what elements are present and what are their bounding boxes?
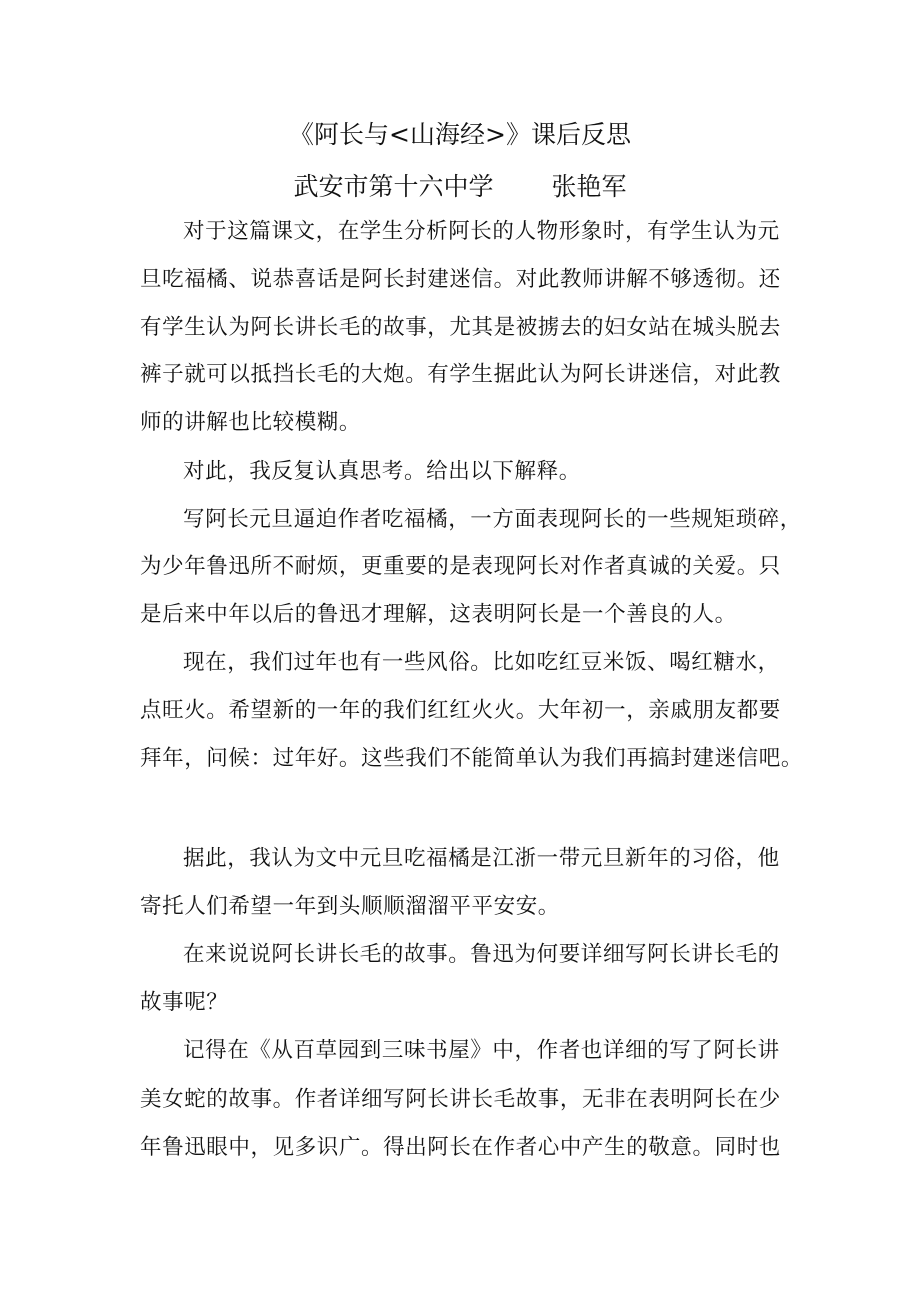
paragraph-line: 旦吃福橘、说恭喜话是阿长封建迷信。对此教师讲解不够透彻。还 [140,267,781,292]
paragraph-line: 故事呢？ [140,990,229,1015]
author-line [0,172,920,202]
paragraph-line: 年鲁迅眼中，见多识广。得出阿长在作者心中产生的敬意。同时也 [140,1135,781,1160]
paragraph-line: 裤子就可以抵挡长毛的大炮。有学生据此认为阿长讲迷信，对此教 [140,362,781,387]
school-name: 武安市第十六中学 [293,172,494,201]
paragraph-line: 写阿长元旦逼迫作者吃福橘，一方面表现阿长的一些规矩琐碎， [183,507,802,532]
paragraph-line: 寄托人们希望一年到头顺顺溜溜平平安安。 [140,894,560,919]
paragraph-line: 有学生认为阿长讲长毛的故事，尤其是被掳去的妇女站在城头脱去 [140,315,781,340]
paragraph-line: 师的讲解也比较模糊。 [140,410,362,435]
paragraph-line: 据此，我认为文中元旦吃福橘是江浙一带元旦新年的习俗，他 [183,846,780,871]
paragraph-line: 美女蛇的故事。作者详细写阿长讲长毛故事，无非在表明阿长在少 [140,1087,781,1112]
document-title: 《阿长与<山海经>》课后反思 [289,120,631,149]
paragraph-line: 对于这篇课文，在学生分析阿长的人物形象时，有学生认为元 [183,219,780,244]
paragraph-line: 记得在《从百草园到三味书屋》中，作者也详细的写了阿长讲 [183,1038,780,1063]
paragraph-line: 现在，我们过年也有一些风俗。比如吃红豆米饭、喝红糖水， [183,650,780,675]
paragraph-line: 为少年鲁迅所不耐烦，更重要的是表现阿长对作者真诚的关爱。只 [140,554,781,579]
author-name: 张艳军 [551,172,627,201]
paragraph-line: 点旺火。希望新的一年的我们红红火火。大年初一，亲戚朋友都要 [140,698,781,723]
paragraph-line: 对此，我反复认真思考。给出以下解释。 [183,459,581,484]
paragraph-line: 拜年，问候：过年好。这些我们不能简单认为我们再搞封建迷信吧。 [140,746,804,771]
paragraph-line: 是后来中年以后的鲁迅才理解，这表明阿长是一个善良的人。 [140,602,737,627]
paragraph-line: 在来说说阿长讲长毛的故事。鲁迅为何要详细写阿长讲长毛的 [183,942,780,967]
